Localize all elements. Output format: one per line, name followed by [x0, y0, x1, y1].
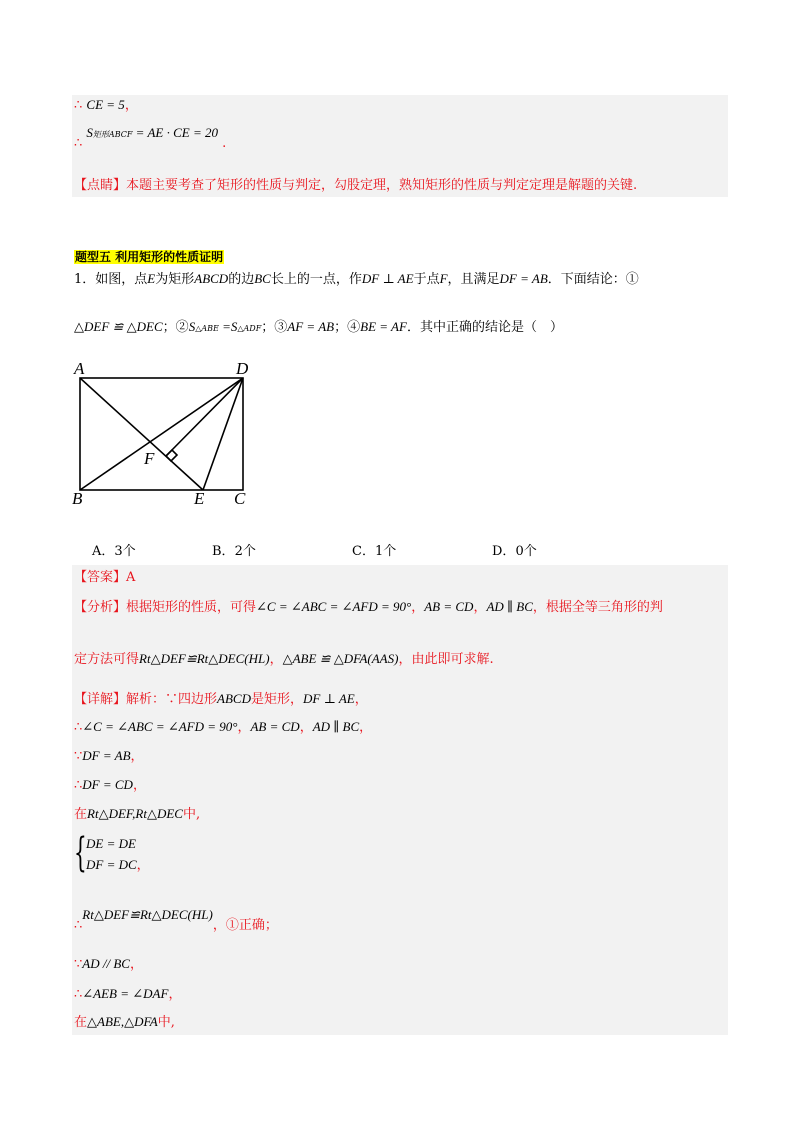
detail-line-9: 在△ABE,△DFA中,	[74, 1014, 175, 1030]
segment-ae	[80, 378, 203, 490]
label-f: F	[144, 449, 155, 468]
analysis-line-1: 【分析】根据矩形的性质，可得∠C = ∠ABC = ∠AFD = 90°，AB = CD，AD ∥ BC，根据全等三角形的判	[74, 599, 663, 615]
detail-line-4: ∴DF = CD，	[74, 777, 146, 793]
detail-line-2: ∴∠C = ∠ABC = ∠AFD = 90°，AB = CD，AD ∥ BC，	[74, 719, 373, 735]
option-b[interactable]: B．2个	[212, 544, 256, 559]
option-a[interactable]: A．3个	[92, 544, 136, 559]
label-b: B	[72, 489, 83, 508]
segment-df	[166, 378, 243, 456]
system-eq-1: DE = DE	[86, 836, 136, 851]
detail-line-1: 【详解】解析：∵四边形ABCD是矩形，DF ⊥ AE，	[74, 691, 368, 707]
label-e: E	[194, 489, 205, 508]
label-a: A	[74, 359, 85, 378]
question-line-1: 1．如图，点E为矩形ABCD的边BC长上的一点，作DF ⊥ AE于点F，且满足DF = AB．下面结论：①	[74, 271, 639, 287]
solution-box-bottom	[72, 565, 728, 1035]
right-angle-mark	[166, 450, 177, 461]
geometry-figure	[68, 358, 268, 508]
analysis-line-2: 定方法可得Rt△DEF≌Rt△DEC(HL)，△ABE ≌ △DFA(AAS)，由此即可求解.	[74, 651, 494, 667]
comment-line: 【点睛】本题主要考查了矩形的性质与判定，勾股定理，熟知矩形的性质与判定定理是解题的关键.	[74, 178, 638, 193]
detail-line-8: ∴∠AEB = ∠DAF，	[74, 986, 182, 1002]
question-line-2: △DEF ≌ △DEC；②S△ABE =S△ADF；③AF = AB；④BE = AF．其中正确的结论是（ ）	[74, 319, 563, 335]
detail-line-5: 在Rt△DEF,Rt△DEC中,	[74, 806, 201, 822]
section-title: 题型五 利用矩形的性质证明	[75, 250, 224, 264]
option-c[interactable]: C．1个	[352, 544, 397, 559]
system-brace: {	[74, 830, 87, 876]
option-d[interactable]: D．0个	[492, 544, 537, 559]
detail-line-3: ∵DF = AB，	[74, 748, 144, 764]
label-c: C	[234, 489, 246, 508]
conclusion-area: ∴ S矩形ABCF = AE · CE = 20 .	[74, 125, 227, 151]
segment-de	[203, 378, 243, 490]
conclusion-ce: ∴ CE = 5，	[74, 97, 138, 113]
detail-line-6: ∴Rt△DEF≌Rt△DEC(HL)，①正确；	[74, 907, 278, 933]
answer-line: 【答案】A	[74, 570, 136, 585]
segment-bd	[80, 378, 243, 490]
detail-line-7: ∵AD // BC，	[74, 956, 143, 972]
system-eq-2: DF = DC，	[86, 857, 150, 873]
label-d: D	[236, 359, 249, 378]
